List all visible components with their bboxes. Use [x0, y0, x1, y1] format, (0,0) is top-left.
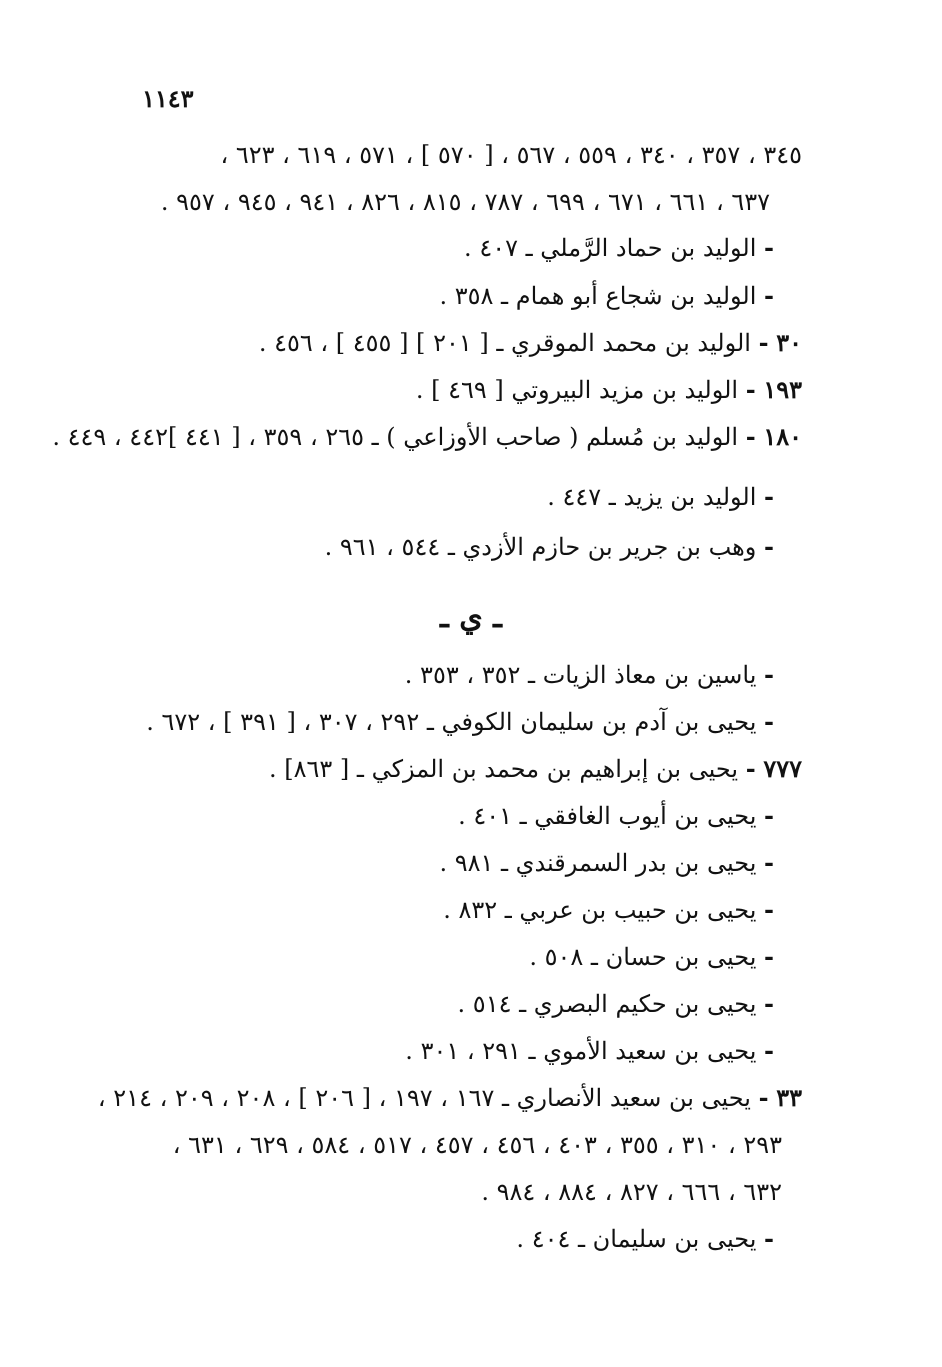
entry-dash: - — [764, 482, 774, 511]
entry-dash: - — [764, 848, 774, 877]
index-line — [439, 281, 774, 311]
entry-text: يحيى بن سليمان ـ ٤٠٤ . — [516, 1225, 757, 1253]
entry-text: يحيى بن حبيب بن عربي ـ ٨٣٢ . — [443, 896, 757, 924]
entry-text: يحيى بن حكيم البصري ـ ٥١٤ . — [457, 990, 757, 1018]
entry-dash: - — [764, 1224, 774, 1253]
index-line — [173, 1130, 782, 1160]
index-line — [405, 660, 774, 690]
index-line — [269, 754, 802, 784]
index-line — [547, 482, 774, 512]
entry-text: يحيى بن سعيد الأنصاري ـ ١٦٧ ، ١٩٧ ، [ ٢٠٦ ] ، ٢٠٨ ، ٢٠٩ ، ٢١٤ ، — [97, 1084, 751, 1112]
index-line — [161, 187, 770, 217]
entry-dash: - — [745, 375, 756, 404]
entry-text: وهب بن جرير بن حازم الأزدي ـ ٥٤٤ ، ٩٦١ . — [324, 533, 757, 561]
page-number: ١١٤٣ — [142, 84, 194, 113]
index-line — [516, 1224, 774, 1254]
index-line — [458, 989, 774, 1019]
entry-text: الوليد بن شجاع أبو همام ـ ٣٥٨ . — [439, 282, 757, 310]
index-line — [529, 942, 774, 972]
entry-dash: - — [764, 989, 774, 1018]
entry-text: ياسين بن معاذ الزيات ـ ٣٥٢ ، ٣٥٣ . — [404, 661, 757, 689]
index-line — [325, 532, 774, 562]
entry-dash: - — [764, 1036, 774, 1065]
entry-number: ٣٣ — [776, 1083, 802, 1112]
entry-number: ٣٠ — [776, 328, 802, 357]
section-heading: ـ ي ـ — [440, 600, 502, 635]
index-line — [259, 328, 802, 358]
entry-number: ١٨٠ — [763, 422, 802, 451]
entry-text: الوليد بن يزيد ـ ٤٤٧ . — [547, 483, 757, 511]
entry-dash: - — [764, 281, 774, 310]
entry-dash: - — [758, 328, 769, 357]
entry-text: ٦٣٢ ، ٦٦٦ ، ٨٢٧ ، ٨٨٤ ، ٩٨٤ . — [481, 1178, 782, 1206]
entry-text: يحيى بن آدم بن سليمان الكوفي ـ ٢٩٢ ، ٣٠٧ ، [ ٣٩١ ] ، ٦٧٢ . — [146, 708, 757, 736]
entry-text: يحيى بن إبراهيم بن محمد بن المزكي ـ [ ٨٦٣] . — [268, 755, 739, 783]
entry-number: ١٩٣ — [763, 375, 802, 404]
entry-dash: - — [764, 801, 774, 830]
entry-dash: - — [764, 942, 774, 971]
index-line — [98, 1083, 802, 1113]
entry-text: يحيى بن حسان ـ ٥٠٨ . — [529, 943, 757, 971]
index-line — [220, 140, 802, 170]
entry-text: ٣٤٥ ، ٣٥٧ ، ٣٤٠ ، ٥٥٩ ، ٥٦٧ ، [ ٥٧٠ ] ، ٥٧١ ، ٦١٩ ، ٦٢٣ ، — [220, 141, 802, 169]
index-line — [146, 707, 774, 737]
entry-dash: - — [745, 754, 756, 783]
entry-dash: - — [764, 233, 774, 262]
index-line — [443, 895, 774, 925]
entry-text: الوليد بن محمد الموقري ـ [ ٢٠١ ] [ ٤٥٥ ] ، ٤٥٦ . — [258, 329, 751, 357]
entry-text: الوليد بن مزيد البيروتي [ ٤٦٩ ] . — [415, 376, 739, 404]
entry-text: ٦٣٧ ، ٦٦١ ، ٦٧١ ، ٦٩٩ ، ٧٨٧ ، ٨١٥ ، ٨٢٦ ، ٩٤١ ، ٩٤٥ ، ٩٥٧ . — [160, 188, 770, 216]
entry-text: الوليد بن مُسلم ( صاحب الأوزاعي ) ـ ٢٦٥ ، ٣٥٩ ، [ ٤٤١ ]٤٤٢ ، ٤٤٩ . — [52, 423, 739, 451]
index-line — [52, 422, 802, 452]
entry-text: يحيى بن بدر السمرقندي ـ ٩٨١ . — [439, 849, 757, 877]
index-line — [481, 1177, 782, 1207]
entry-number: ٧٧٧ — [763, 754, 802, 783]
entry-dash: - — [764, 707, 774, 736]
entry-text: ٢٩٣ ، ٣١٠ ، ٣٥٥ ، ٤٠٣ ، ٤٥٦ ، ٤٥٧ ، ٥١٧ ، ٥٨٤ ، ٦٢٩ ، ٦٣١ ، — [172, 1131, 782, 1159]
entry-dash: - — [745, 422, 756, 451]
entry-dash: - — [764, 895, 774, 924]
index-line — [458, 801, 774, 831]
entry-dash: - — [764, 532, 774, 561]
entry-text: الوليد بن حماد الرَّملي ـ ٤٠٧ . — [464, 234, 757, 262]
index-line — [464, 233, 774, 263]
index-line — [416, 375, 802, 405]
entry-text: يحيى بن أيوب الغافقي ـ ٤٠١ . — [458, 802, 757, 830]
index-line — [405, 1036, 774, 1066]
index-line — [439, 848, 774, 878]
entry-dash: - — [764, 660, 774, 689]
entry-dash: - — [758, 1083, 769, 1112]
entry-text: يحيى بن سعيد الأموي ـ ٢٩١ ، ٣٠١ . — [405, 1037, 757, 1065]
